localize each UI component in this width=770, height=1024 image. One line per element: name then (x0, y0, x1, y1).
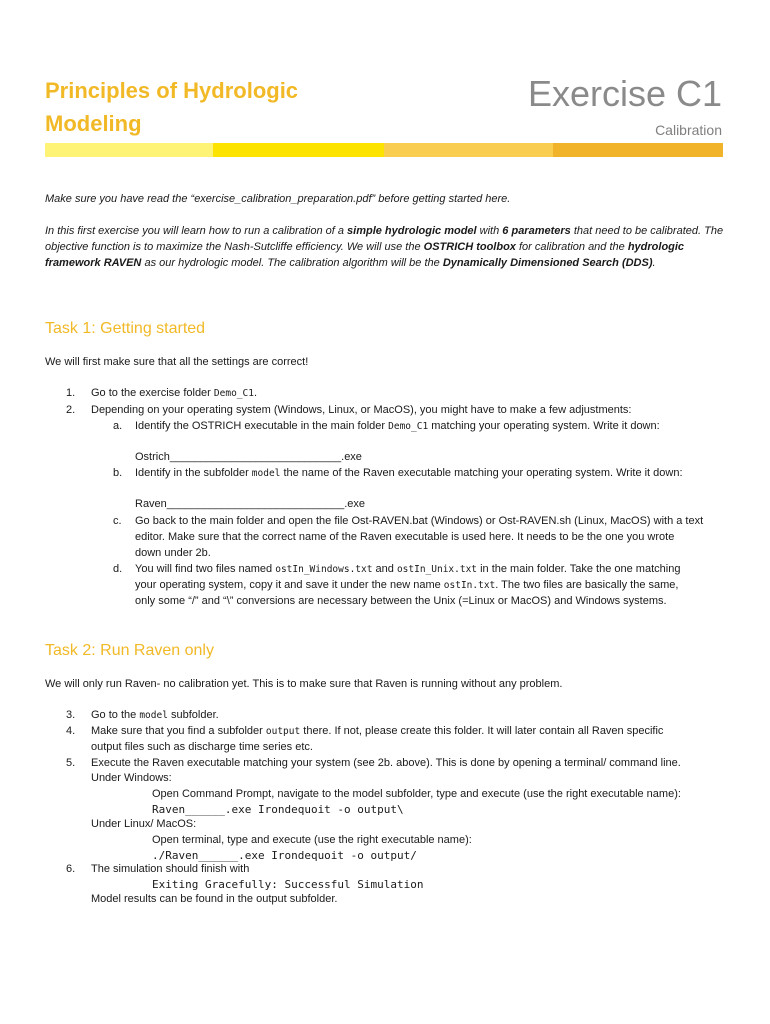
document-title (45, 74, 385, 140)
ostrich-blank-line: Ostrich____________________________.exe (135, 451, 362, 463)
item-3-text: Go to the model subfolder. (91, 709, 219, 721)
item-4-number: 4. (66, 725, 76, 737)
title-line-2: Modeling (45, 111, 142, 136)
subitem-a-text: Identify the OSTRICH executable in the main folder Demo_C1 matching your operating system. Write it down: (135, 420, 660, 432)
item-5-number: 5. (66, 757, 76, 769)
stripe-segment-2 (213, 143, 384, 157)
success-message: Exiting Gracefully: Successful Simulation (152, 878, 424, 891)
item-2-text: Depending on your operating system (Windows, Linux, or MacOS), you might have to make a few adjustments: (91, 404, 632, 416)
subitem-d-line-3: only some “/” and “\” conversions are necessary between the Unix (=Linux or MacOS) and Windows systems. (135, 595, 667, 607)
task1-heading: Task 1: Getting started (45, 320, 206, 337)
linux-instructions: Open terminal, type and execute (use the right executable name): (152, 834, 472, 846)
item-1-number: 1. (66, 387, 76, 399)
intro-paragraph-2: In this first exercise you will learn how to run a calibration of a simple hydrologic model with 6 parameters that need to be calibrated. The objective function is to maximize the Nash-Sutcliffe efficiency. We will use the OSTRICH toolbox for calibration and the hydrologic framework RAVEN as our hydrologic model. The calibration algorithm will be the Dynamically Dimensioned Search (DDS). (45, 225, 724, 269)
item-1-text: Go to the exercise folder Demo_C1. (91, 387, 258, 399)
item-4-line-2: output files such as discharge time series etc. (91, 741, 313, 753)
linux-label: Under Linux/ MacOS: (91, 818, 197, 830)
subitem-d-letter: d. (113, 563, 123, 575)
item-2-number: 2. (66, 404, 76, 416)
subitem-c-line-2: editor. Make sure that the correct name of the Raven executable is used here. It needs to be the one you wrote (135, 531, 675, 543)
stripe-segment-1 (45, 143, 213, 157)
task2-heading: Task 2: Run Raven only (45, 642, 214, 659)
stripe-segment-4 (553, 143, 723, 157)
subitem-c-letter: c. (113, 515, 122, 527)
task2-intro: We will only run Raven- no calibration yet. This is to make sure that Raven is running without any problem. (45, 678, 563, 690)
title-line-1: Principles of Hydrologic (45, 78, 299, 103)
item-4-line-1: Make sure that you find a subfolder output there. If not, please create this folder. It will later contain all Raven specific (91, 725, 664, 737)
exercise-subtitle: Calibration (655, 122, 722, 138)
subitem-d-line-2: your operating system, copy it and save it under the new name ostIn.txt. The two files are basically the same, (135, 579, 679, 591)
item-6-text: The simulation should finish with (91, 863, 250, 875)
item-5-text: Execute the Raven executable matching your system (see 2b. above). This is done by opening a terminal/ command line. (91, 757, 681, 769)
subitem-a-letter: a. (113, 420, 123, 432)
task1-intro: We will first make sure that all the settings are correct! (45, 356, 309, 368)
windows-instructions: Open Command Prompt, navigate to the model subfolder, type and execute (use the right executable name): (152, 788, 681, 800)
header-color-stripe (45, 143, 723, 157)
item-6-number: 6. (66, 863, 76, 875)
linux-command: ./Raven______.exe Irondequoit -o output/ (152, 849, 417, 862)
results-location: Model results can be found in the output subfolder. (91, 893, 338, 905)
subitem-b-text: Identify in the subfolder model the name of the Raven executable matching your operating system. Write it down: (135, 467, 683, 479)
intro-paragraph-1: Make sure you have read the “exercise_calibration_preparation.pdf” before getting started here. (45, 193, 511, 205)
stripe-segment-3 (384, 143, 553, 157)
subitem-d-line-1: You will find two files named ostIn_Windows.txt and ostIn_Unix.txt in the main folder. Take the one matching (135, 563, 681, 575)
windows-command: Raven______.exe Irondequoit -o output\ (152, 803, 404, 816)
subitem-b-letter: b. (113, 467, 123, 479)
exercise-label: Exercise C1 (527, 73, 722, 114)
item-3-number: 3. (66, 709, 76, 721)
raven-blank-line: Raven_____________________________.exe (135, 498, 366, 510)
subitem-c-line-3: down under 2b. (135, 547, 211, 559)
subitem-c-line-1: Go back to the main folder and open the file Ost-RAVEN.bat (Windows) or Ost-RAVEN.sh (Linux, MacOS) with a text (135, 515, 704, 527)
windows-label: Under Windows: (91, 772, 172, 784)
